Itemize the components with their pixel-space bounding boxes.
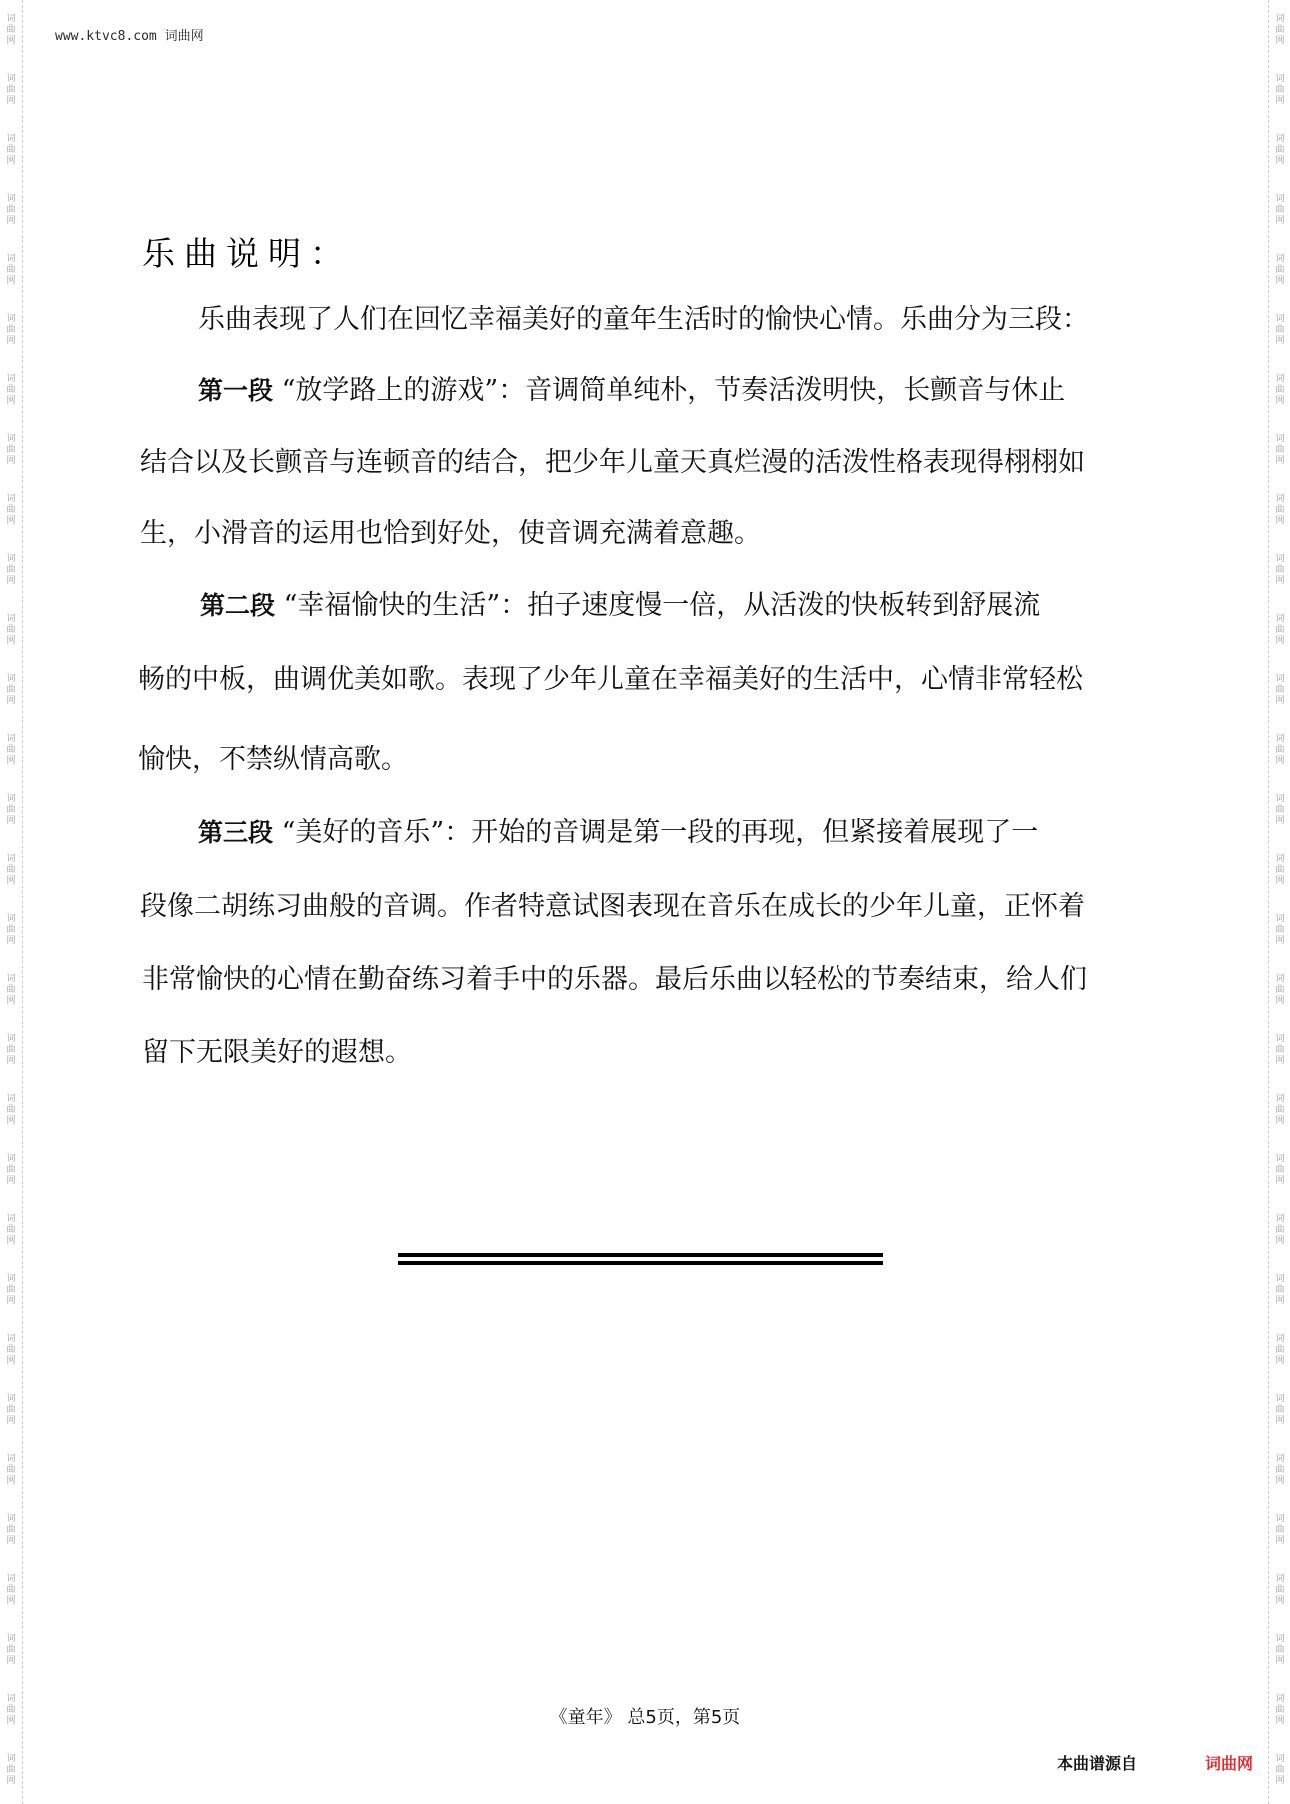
watermark-text: 词 曲 网: [1275, 73, 1285, 106]
header-site-url[interactable]: [55, 25, 204, 44]
paragraph-line: [142, 1035, 412, 1071]
watermark-text: 词 曲 网: [6, 1273, 16, 1306]
watermark-text: 词 曲 网: [6, 1333, 16, 1366]
watermark-text: 词 曲 网: [1275, 373, 1285, 406]
watermark-text: 词 曲 网: [6, 553, 16, 586]
watermark-text: 词 曲 网: [6, 733, 16, 766]
paragraph-line: [198, 373, 1065, 409]
watermark-text: 词 曲 网: [1275, 1213, 1285, 1246]
watermark-text: 词 曲 网: [1275, 1333, 1285, 1366]
section-label: 第一段: [198, 376, 274, 405]
watermark-text: 词 曲 网: [6, 1213, 16, 1246]
double-rule-bottom: [398, 1261, 883, 1265]
paragraph-line: [138, 742, 408, 778]
watermark-text: 词 曲 网: [1275, 13, 1285, 46]
watermark-text: 词 曲 网: [1275, 193, 1285, 226]
watermark-text: 词 曲 网: [1275, 1273, 1285, 1306]
watermark-text: 词 曲 网: [6, 493, 16, 526]
header-site-name: 词曲网: [164, 29, 204, 44]
watermark-text: 词 曲 网: [6, 1753, 16, 1786]
line-text: 畅的中板，曲调优美如歌。表现了少年儿童在幸福美好的生活中，心情非常轻松: [138, 664, 1083, 695]
page-number: 《童年》 总5页，第5页: [549, 1707, 741, 1728]
paragraph-line: [140, 889, 1085, 925]
watermark-text: 词 曲 网: [1275, 613, 1285, 646]
line-text: “美好的音乐”：开始的音调是第一段的再现，但紧接着展现了一: [273, 817, 1039, 848]
source-label: 本曲谱源自: [1057, 1754, 1138, 1773]
watermark-text: 词 曲 网: [6, 973, 16, 1006]
watermark-text: 词 曲 网: [1275, 1453, 1285, 1486]
watermark-text: 词 曲 网: [6, 1393, 16, 1426]
watermark-text: 词 曲 网: [1275, 433, 1285, 466]
watermark-text: 词 曲 网: [1275, 733, 1285, 766]
watermark-text: 词 曲 网: [6, 913, 16, 946]
watermark-text: 词 曲 网: [1275, 1033, 1285, 1066]
watermark-text: 词 曲 网: [1275, 133, 1285, 166]
watermark-text: 词 曲 网: [1275, 853, 1285, 886]
watermark-text: 词 曲 网: [6, 1453, 16, 1486]
line-text: “放学路上的游戏”：音调简单纯朴，节奏活泼明快，长颤音与休止: [273, 375, 1066, 406]
watermark-text: 词 曲 网: [1275, 1513, 1285, 1546]
watermark-text: 词 曲 网: [1275, 253, 1285, 286]
watermark-text: 词 曲 网: [1275, 1093, 1285, 1126]
watermark-text: 词 曲 网: [1275, 313, 1285, 346]
source-brand-link[interactable]: 词曲网: [1205, 1754, 1254, 1773]
line-text: 非常愉快的心情在勤奋练习着手中的乐器。最后乐曲以轻松的节奏结束，给人们: [142, 964, 1087, 995]
watermark-text: 词 曲 网: [6, 1633, 16, 1666]
watermark-text: 词 曲 网: [1275, 1693, 1285, 1726]
watermark-text: 词 曲 网: [1275, 793, 1285, 826]
watermark-text: 词 曲 网: [6, 373, 16, 406]
watermark-text: 词 曲 网: [6, 1033, 16, 1066]
watermark-text: 词 曲 网: [6, 1513, 16, 1546]
line-text: 生，小滑音的运用也恰到好处，使音调充满着意趣。: [140, 518, 761, 549]
watermark-text: 词 曲 网: [6, 433, 16, 466]
watermark-text: 词 曲 网: [6, 13, 16, 46]
paragraph-line: [140, 445, 1085, 481]
watermark-text: 词 曲 网: [1275, 1153, 1285, 1186]
watermark-text: 词 曲 网: [1275, 1753, 1285, 1786]
section-label: 第二段: [200, 591, 276, 620]
watermark-text: 词 曲 网: [6, 253, 16, 286]
paragraph-line: [138, 662, 1083, 698]
watermark-text: 词 曲 网: [6, 133, 16, 166]
line-text: 留下无限美好的遐想。: [142, 1037, 412, 1068]
watermark-text: 词 曲 网: [1275, 553, 1285, 586]
left-watermark-strip: [0, 0, 23, 1804]
watermark-text: 词 曲 网: [6, 193, 16, 226]
header-url-text: www.ktvc8.com: [55, 29, 157, 44]
line-text: 乐曲表现了人们在回忆幸福美好的童年生活时的愉快心情。乐曲分为三段：: [198, 304, 1089, 335]
watermark-text: 词 曲 网: [6, 73, 16, 106]
line-text: 愉快，不禁纵情高歌。: [138, 744, 408, 775]
paragraph-line: [198, 302, 1089, 338]
watermark-text: 词 曲 网: [1275, 1393, 1285, 1426]
watermark-text: 词 曲 网: [1275, 493, 1285, 526]
paragraph-line: [198, 815, 1038, 851]
line-text: 段像二胡练习曲般的音调。作者特意试图表现在音乐在成长的少年儿童，正怀着: [140, 891, 1085, 922]
right-watermark-strip: [1268, 0, 1290, 1804]
line-text: 结合以及长颤音与连顿音的结合，把少年儿童天真烂漫的活泼性格表现得栩栩如: [140, 447, 1085, 478]
watermark-text: 词 曲 网: [6, 1693, 16, 1726]
watermark-text: 词 曲 网: [6, 613, 16, 646]
watermark-text: 词 曲 网: [6, 1153, 16, 1186]
paragraph-line: [142, 962, 1087, 998]
watermark-text: 词 曲 网: [6, 1093, 16, 1126]
watermark-text: 词 曲 网: [1275, 973, 1285, 1006]
watermark-text: 词 曲 网: [1275, 673, 1285, 706]
watermark-text: 词 曲 网: [6, 1573, 16, 1606]
watermark-text: 词 曲 网: [1275, 913, 1285, 946]
paragraph-line: [140, 516, 761, 552]
watermark-text: 词 曲 网: [1275, 1573, 1285, 1606]
section-title: 乐曲说明：: [142, 234, 352, 273]
watermark-text: 词 曲 网: [6, 673, 16, 706]
section-label: 第三段: [198, 818, 274, 847]
watermark-text: 词 曲 网: [6, 313, 16, 346]
double-rule-top: [398, 1253, 883, 1257]
paragraph-line: [200, 588, 1040, 624]
watermark-text: 词 曲 网: [1275, 1633, 1285, 1666]
watermark-text: 词 曲 网: [6, 793, 16, 826]
watermark-text: 词 曲 网: [6, 853, 16, 886]
line-text: “幸福愉快的生活”：拍子速度慢一倍，从活泼的快板转到舒展流: [275, 590, 1041, 621]
